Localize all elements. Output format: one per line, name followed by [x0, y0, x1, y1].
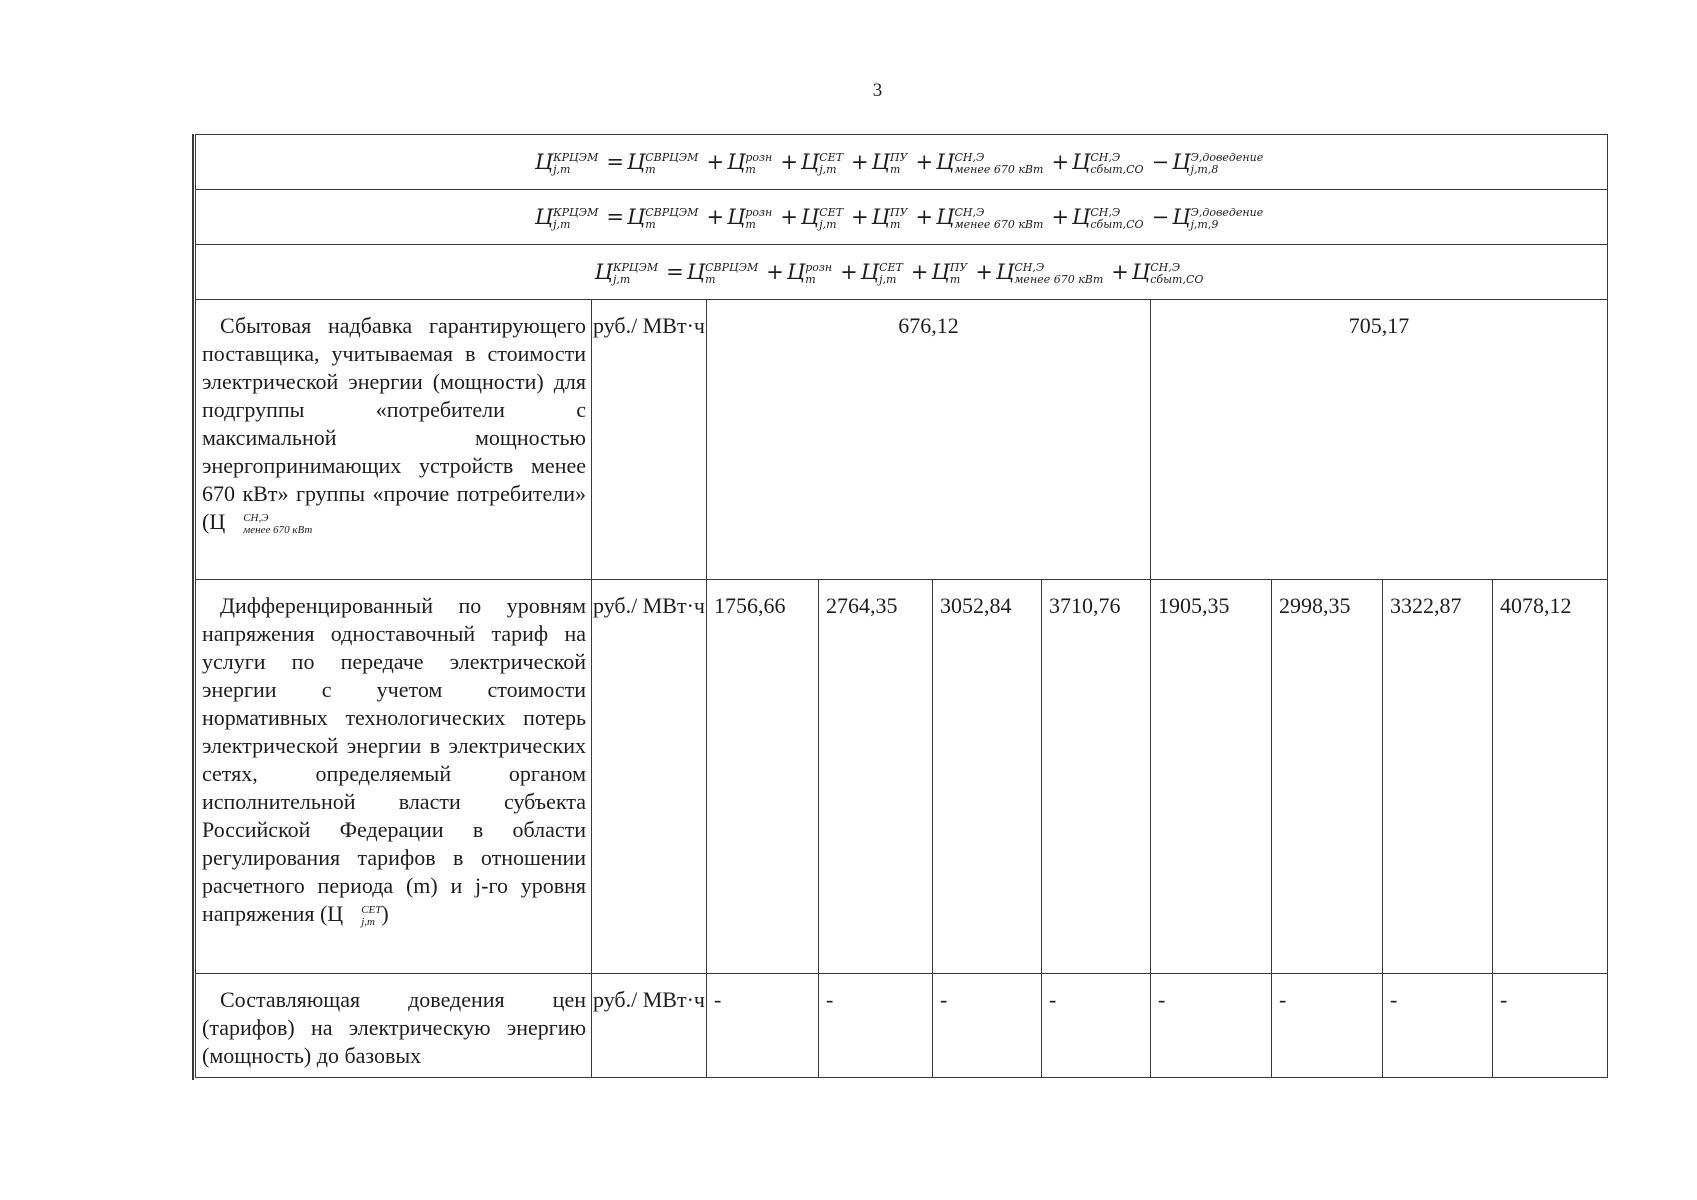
formula-term	[936, 148, 1048, 176]
formula-symbol: Ц	[860, 260, 880, 284]
formula-operator: +	[851, 150, 869, 174]
formula-term	[801, 148, 848, 176]
formula-symbol: Ц	[1072, 205, 1091, 229]
formula-superscript: КРЦЭМ	[612, 260, 659, 274]
formula-term	[687, 258, 764, 286]
formula-superscript: розн	[745, 150, 773, 164]
formula-term	[535, 203, 604, 231]
formula-symbol: Ц	[931, 260, 950, 284]
formula-operator: +	[780, 150, 798, 174]
formula-superscript: Э,доведение	[1190, 205, 1264, 219]
formula-superscript: ПУ	[889, 205, 908, 219]
formula-subscript: j,m	[612, 272, 631, 286]
formula-operator: +	[706, 150, 725, 174]
formula-operator: +	[1051, 205, 1070, 229]
formula-subscript: j,m	[819, 162, 837, 176]
formula-subscript: сбыт,СО	[1090, 162, 1144, 176]
formula-symbol: Ц	[626, 150, 646, 174]
formula-superscript: СН,Э	[954, 205, 985, 219]
formula-indices	[613, 262, 658, 286]
row-description: Составляющая доведения цен (тарифов) на электрическую энергию (мощность) до базовых	[196, 974, 592, 1078]
formula-subscript: сбыт,СО	[1090, 217, 1144, 231]
row-description: Дифференцированный по уровням напряжения одноставочный тариф на услуги по передаче электрической энергии с учетом стоимости нормативных технологических потерь электрической энергии в электрических сетях, определяемый органом исполнительной власти субъекта Российской Федерации в области регулирования тарифов в отношении расчетного периода (m) и j-го уровня напряжения (Ц СЕТ j,m )	[196, 580, 592, 974]
formula-superscript: СЕТ	[819, 205, 844, 219]
description-indices	[343, 904, 381, 928]
formula-symbol: Ц	[626, 205, 646, 229]
formula-symbol: Ц	[800, 205, 820, 229]
formula-symbol: Ц	[534, 150, 554, 174]
row-unit: руб./ МВт·ч	[592, 974, 707, 1078]
formula-indices	[553, 207, 598, 231]
formula-operator: +	[915, 150, 934, 174]
table-row	[196, 300, 1608, 580]
description-indices	[225, 512, 312, 536]
formula-cell	[196, 245, 1608, 300]
description-superscript: СЕТ	[361, 903, 382, 916]
formula-superscript: СН,Э	[1090, 150, 1121, 164]
formula-superscript: СН,Э	[1014, 260, 1045, 274]
formula-operator: +	[766, 260, 784, 284]
formula-subscript: j,m	[879, 272, 897, 286]
formula-indices	[745, 152, 772, 176]
formula-subscript: m	[889, 162, 901, 176]
formula-indices	[745, 207, 772, 231]
formula-subscript: j,m,9	[1190, 217, 1219, 231]
formula-subscript: m	[745, 217, 756, 231]
formula-operator: +	[780, 205, 798, 229]
formula-term	[627, 148, 704, 176]
value-cell: 2998,35	[1272, 580, 1383, 974]
formula-symbol: Ц	[800, 150, 820, 174]
formula-operator: +	[910, 260, 929, 284]
formula-indices	[645, 207, 698, 231]
formula-operator: −	[1151, 150, 1170, 174]
formula-symbol: Ц	[727, 205, 746, 229]
formula-term	[1132, 258, 1209, 286]
formula-term	[801, 203, 848, 231]
formula-subscript: m	[745, 162, 756, 176]
formula-indices	[1191, 207, 1264, 231]
formula-operator: +	[840, 260, 858, 284]
formula-superscript: СН,Э	[1090, 205, 1121, 219]
formula-operator: +	[851, 205, 869, 229]
description-subscript: j,m	[361, 915, 375, 928]
formula-symbol: Ц	[1172, 205, 1191, 229]
value-cell: -	[819, 974, 933, 1078]
formula-symbol: Ц	[1072, 150, 1091, 174]
row-description: Сбытовая надбавка гарантирующего поставщика, учитываемая в стоимости электрической энергии (мощности) для подгруппы «потребители с максимальной мощностью энергопринимающих устройств менее 670 кВт» группы «прочие потребители» (Ц СН,Э менее 670 кВт	[196, 300, 592, 580]
formula-symbol: Ц	[936, 150, 955, 174]
formula-indices	[879, 262, 903, 286]
formula-superscript: СВРЦЭМ	[645, 205, 699, 219]
formula-cell	[196, 190, 1608, 245]
formula-symbol: Ц	[786, 260, 806, 284]
formula-superscript: розн	[805, 260, 833, 274]
formula-row	[196, 135, 1608, 190]
formula-term	[1172, 203, 1268, 231]
formula-symbol: Ц	[594, 260, 613, 284]
formula-subscript: j,m,8	[1190, 162, 1219, 176]
tariff-table	[195, 134, 1608, 1078]
formula-subscript: m	[949, 272, 961, 286]
formula-row	[196, 190, 1608, 245]
value-cell: -	[1383, 974, 1493, 1078]
formula-term	[996, 258, 1108, 286]
table-row	[196, 974, 1608, 1078]
formula-symbol: Ц	[871, 150, 890, 174]
formula-operator: −	[1151, 205, 1170, 229]
formula-symbol: Ц	[727, 150, 746, 174]
formula-subscript: j,m	[553, 217, 571, 231]
formula-term	[932, 258, 973, 286]
left-margin-column	[149, 134, 194, 1080]
value-cell: 3710,76	[1042, 580, 1151, 974]
value-cell: -	[933, 974, 1042, 1078]
formula-indices	[890, 152, 908, 176]
value-cell: 1756,66	[707, 580, 819, 974]
formula-indices	[553, 152, 598, 176]
formula-operator: +	[706, 205, 725, 229]
formula-superscript: СН,Э	[954, 150, 985, 164]
formula-indices	[1014, 262, 1103, 286]
formula-operator: +	[915, 205, 934, 229]
formula-subscript: сбыт,СО	[1150, 272, 1204, 286]
formula-indices	[954, 207, 1043, 231]
merged-value-cell: 676,12	[707, 300, 1151, 580]
formula-indices	[1191, 152, 1264, 176]
formula-indices	[950, 262, 968, 286]
formula-superscript: розн	[745, 205, 773, 219]
formula-indices	[705, 262, 758, 286]
formula-cell	[196, 135, 1608, 190]
formula-superscript: СЕТ	[819, 150, 844, 164]
value-cell: -	[707, 974, 819, 1078]
formula-3	[595, 258, 1209, 286]
value-cell: 3052,84	[933, 580, 1042, 974]
value-cell: 4078,12	[1493, 580, 1608, 974]
formula-term	[727, 148, 777, 176]
formula-indices	[954, 152, 1043, 176]
formula-term	[872, 203, 913, 231]
formula-indices	[645, 152, 698, 176]
page-number: 3	[872, 80, 883, 101]
formula-subscript: менее 670 кВт	[1014, 272, 1104, 286]
formula-indices	[1090, 152, 1143, 176]
formula-superscript: КРЦЭМ	[553, 205, 599, 219]
formula-superscript: ПУ	[889, 150, 908, 164]
formula-term	[727, 203, 777, 231]
row-unit: руб./ МВт·ч	[592, 580, 707, 974]
formula-term	[861, 258, 908, 286]
formula-subscript: j,m	[553, 162, 571, 176]
formula-term	[1172, 148, 1268, 176]
table-row	[196, 580, 1608, 974]
description-subscript: менее 670 кВт	[243, 523, 313, 536]
formula-symbol: Ц	[686, 260, 706, 284]
formula-term	[787, 258, 837, 286]
formula-term	[1072, 203, 1149, 231]
formula-subscript: m	[645, 217, 656, 231]
formula-subscript: m	[645, 162, 656, 176]
formula-operator: =	[666, 260, 684, 284]
formula-term	[1072, 148, 1149, 176]
description-superscript: СН,Э	[243, 511, 269, 524]
formula-subscript: менее 670 кВт	[954, 162, 1044, 176]
formula-operator: +	[975, 260, 993, 284]
formula-term	[936, 203, 1048, 231]
value-cell: 1905,35	[1151, 580, 1272, 974]
formula-superscript: КРЦЭМ	[553, 150, 599, 164]
formula-superscript: СВРЦЭМ	[645, 150, 699, 164]
merged-value-cell: 705,17	[1151, 300, 1608, 580]
formula-symbol: Ц	[534, 205, 554, 229]
formula-symbol: Ц	[995, 260, 1015, 284]
formula-symbol: Ц	[1172, 150, 1191, 174]
formula-2	[535, 203, 1268, 231]
formula-superscript: СВРЦЭМ	[705, 260, 759, 274]
formula-indices	[819, 207, 843, 231]
value-cell: 2764,35	[819, 580, 933, 974]
row-unit: руб./ МВт·ч	[592, 300, 707, 580]
formula-term	[595, 258, 664, 286]
value-cell: -	[1493, 974, 1608, 1078]
formula-superscript: Э,доведение	[1190, 150, 1264, 164]
value-cell: -	[1272, 974, 1383, 1078]
formula-subscript: менее 670 кВт	[954, 217, 1044, 231]
value-cell: -	[1042, 974, 1151, 1078]
formula-row	[196, 245, 1608, 300]
formula-symbol: Ц	[936, 205, 955, 229]
value-cell: -	[1151, 974, 1272, 1078]
formula-1	[535, 148, 1268, 176]
formula-operator: =	[606, 205, 624, 229]
formula-term	[627, 203, 704, 231]
formula-subscript: m	[705, 272, 716, 286]
formula-term	[535, 148, 604, 176]
formula-superscript: СЕТ	[879, 260, 903, 274]
formula-operator: +	[1051, 150, 1070, 174]
formula-subscript: m	[889, 217, 901, 231]
formula-indices	[890, 207, 908, 231]
formula-indices	[1150, 262, 1203, 286]
formula-subscript: j,m	[819, 217, 837, 231]
formula-symbol: Ц	[871, 205, 890, 229]
formula-superscript: ПУ	[949, 260, 968, 274]
formula-subscript: m	[805, 272, 816, 286]
value-cell: 3322,87	[1383, 580, 1493, 974]
formula-symbol: Ц	[1131, 260, 1151, 284]
formula-operator: =	[606, 150, 624, 174]
formula-indices	[1090, 207, 1143, 231]
formula-term	[872, 148, 913, 176]
formula-operator: +	[1111, 260, 1129, 284]
formula-indices	[819, 152, 843, 176]
formula-indices	[805, 262, 832, 286]
formula-superscript: СН,Э	[1150, 260, 1181, 274]
